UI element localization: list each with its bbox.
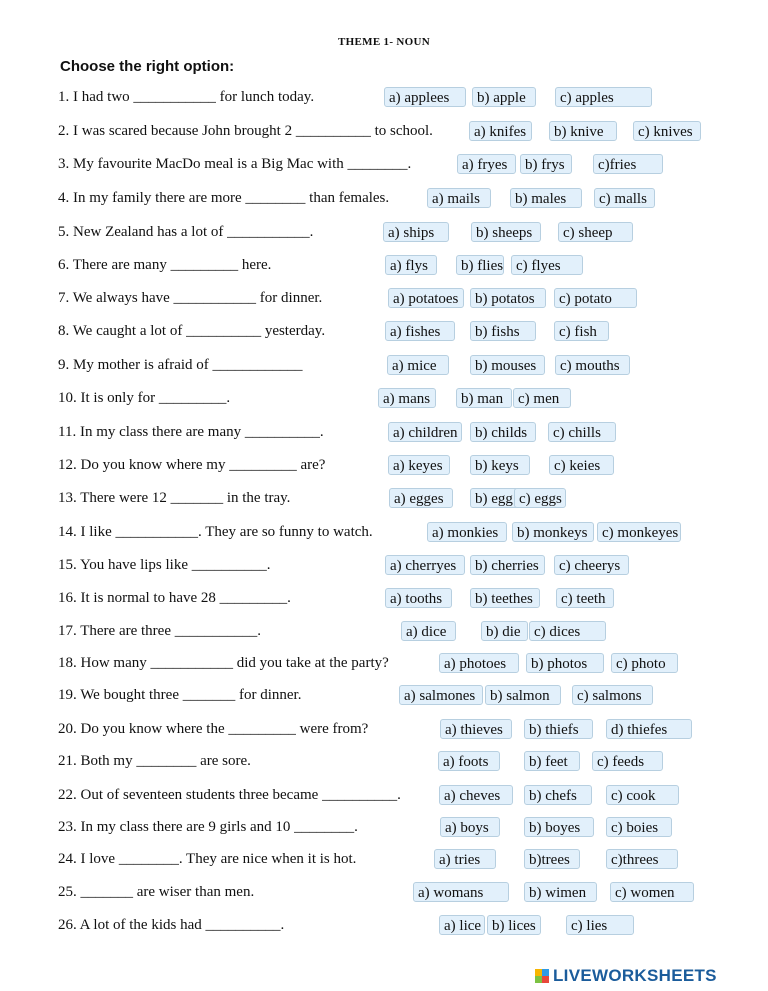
answer-option[interactable]: a) mice [387,355,449,375]
answer-option[interactable]: a) knifes [469,121,532,141]
answer-option[interactable]: b) mouses [470,355,545,375]
answer-option[interactable]: d) thiefes [606,719,692,739]
question-text: 24. I love ________. They are nice when it is hot. [58,851,357,867]
answer-option[interactable]: a) ships [383,222,449,242]
answer-option[interactable]: c) dices [529,621,606,641]
answer-option[interactable]: b) keys [470,455,530,475]
answer-option[interactable]: c)threes [606,849,678,869]
answer-option[interactable]: c) feeds [592,751,663,771]
question-text: 20. Do you know where the _________ were from? [58,721,369,737]
question-text: 5. New Zealand has a lot of ___________. [58,224,314,240]
answer-option[interactable]: a) lice [439,915,485,935]
answer-option[interactable]: a) children [388,422,462,442]
answer-option[interactable]: b) man [456,388,512,408]
question-text: 8. We caught a lot of __________ yesterday. [58,323,326,339]
answer-option[interactable]: c) chills [548,422,616,442]
answer-option[interactable]: a) cherryes [385,555,465,575]
answer-option[interactable]: a) fryes [457,154,516,174]
answer-option[interactable]: b) photos [526,653,604,673]
question-text: 1. I had two ___________ for lunch today. [58,89,315,105]
question-text: 12. Do you know where my _________ are? [58,457,326,473]
question-text: 3. My favourite MacDo meal is a Big Mac with ________. [58,156,412,172]
question-text: 25. _______ are wiser than men. [58,884,255,900]
question-text: 13. There were 12 _______ in the tray. [58,490,291,506]
worksheet-title: THEME 1- NOUN [338,36,430,48]
question-text: 18. How many ___________ did you take at the party? [58,655,389,671]
answer-option[interactable]: c) sheep [558,222,633,242]
answer-option[interactable]: a) boys [440,817,500,837]
answer-option[interactable]: a) mans [378,388,436,408]
answer-option[interactable]: c) women [610,882,694,902]
answer-option[interactable]: b) fishs [470,321,536,341]
answer-option[interactable]: a) foots [438,751,500,771]
answer-option[interactable]: a) potatoes [388,288,464,308]
question-text: 17. There are three ___________. [58,623,261,639]
answer-option[interactable]: a) tries [434,849,496,869]
answer-option[interactable]: a) photoes [439,653,519,673]
answer-option[interactable]: a) monkies [427,522,507,542]
answer-option[interactable]: b) die [481,621,528,641]
liveworksheets-logo [535,965,717,987]
answer-option[interactable]: a) egges [389,488,453,508]
answer-option[interactable]: a) thieves [440,719,512,739]
answer-option[interactable]: c) men [513,388,571,408]
answer-option[interactable]: b) teethes [470,588,540,608]
answer-option[interactable]: b) salmon [485,685,561,705]
question-text: 10. It is only for _________. [58,390,231,406]
answer-option[interactable]: a) fishes [385,321,455,341]
question-text: 14. I like ___________. They are so funny to watch. [58,524,373,540]
answer-option[interactable]: b) frys [520,154,572,174]
answer-option[interactable]: c) flyes [511,255,583,275]
question-text: 4. In my family there are more ________ than females. [58,190,390,206]
answer-option[interactable]: c) malls [594,188,655,208]
question-text: 11. In my class there are many __________. [58,424,324,440]
answer-option[interactable]: c)fries [593,154,663,174]
answer-option[interactable]: b) flies [456,255,504,275]
question-text: 23. In my class there are 9 girls and 10 ________. [58,819,358,835]
answer-option[interactable]: a) flys [385,255,437,275]
answer-option[interactable]: c) knives [633,121,701,141]
answer-option[interactable]: b) apple [472,87,536,107]
answer-option[interactable]: a) cheves [439,785,513,805]
answer-option[interactable]: a) mails [427,188,491,208]
answer-option[interactable]: b) males [510,188,582,208]
answer-option[interactable]: c) teeth [556,588,614,608]
answer-option[interactable]: b) wimen [524,882,597,902]
question-text: 19. We bought three _______ for dinner. [58,687,302,703]
answer-option[interactable]: c) eggs [514,488,566,508]
answer-option[interactable]: a) salmones [399,685,483,705]
answer-option[interactable]: b) knive [549,121,617,141]
answer-option[interactable]: b) monkeys [512,522,594,542]
answer-option[interactable]: c) monkeyes [597,522,681,542]
question-text: 16. It is normal to have 28 _________. [58,590,291,606]
answer-option[interactable]: b) childs [470,422,536,442]
answer-option[interactable]: c) boies [606,817,672,837]
question-text: 2. I was scared because John brought 2 __________ to school. [58,123,433,139]
question-text: 7. We always have ___________ for dinner. [58,290,323,306]
answer-option[interactable]: c) mouths [555,355,630,375]
liveworksheets-icon [535,969,549,983]
answer-option[interactable]: c) fish [554,321,609,341]
answer-option[interactable]: a) keyes [388,455,450,475]
answer-option[interactable]: c) potato [554,288,637,308]
answer-option[interactable]: b) lices [487,915,541,935]
answer-option[interactable]: c) cheerys [554,555,629,575]
question-text: 9. My mother is afraid of ____________ [58,357,303,373]
question-text: 22. Out of seventeen students three became __________. [58,787,401,803]
question-text: 6. There are many _________ here. [58,257,272,273]
answer-option[interactable]: b)trees [524,849,580,869]
answer-option[interactable]: c) salmons [572,685,653,705]
answer-option[interactable]: a) tooths [385,588,452,608]
answer-option[interactable]: b) cherries [470,555,545,575]
answer-option[interactable]: b) thiefs [524,719,593,739]
answer-option[interactable]: c) cook [606,785,679,805]
question-text: 15. You have lips like __________. [58,557,271,573]
instruction: Choose the right option: [60,58,235,75]
answer-option[interactable]: b) boyes [524,817,594,837]
answer-option[interactable]: c) photo [611,653,678,673]
question-text: 21. Both my ________ are sore. [58,753,251,769]
answer-option[interactable]: b) chefs [524,785,592,805]
answer-option[interactable]: c) keies [549,455,614,475]
answer-option[interactable]: b) sheeps [471,222,541,242]
answer-option[interactable]: a) dice [401,621,456,641]
brand-name: LIVEWORKSHEETS [553,966,717,985]
answer-option[interactable]: a) applees [384,87,466,107]
answer-option[interactable]: b) egg [470,488,519,508]
answer-option[interactable]: b) potatos [470,288,546,308]
answer-option[interactable]: a) womans [413,882,509,902]
answer-option[interactable]: c) apples [555,87,652,107]
question-text: 26. A lot of the kids had __________. [58,917,285,933]
answer-option[interactable]: b) feet [524,751,580,771]
answer-option[interactable]: c) lies [566,915,634,935]
